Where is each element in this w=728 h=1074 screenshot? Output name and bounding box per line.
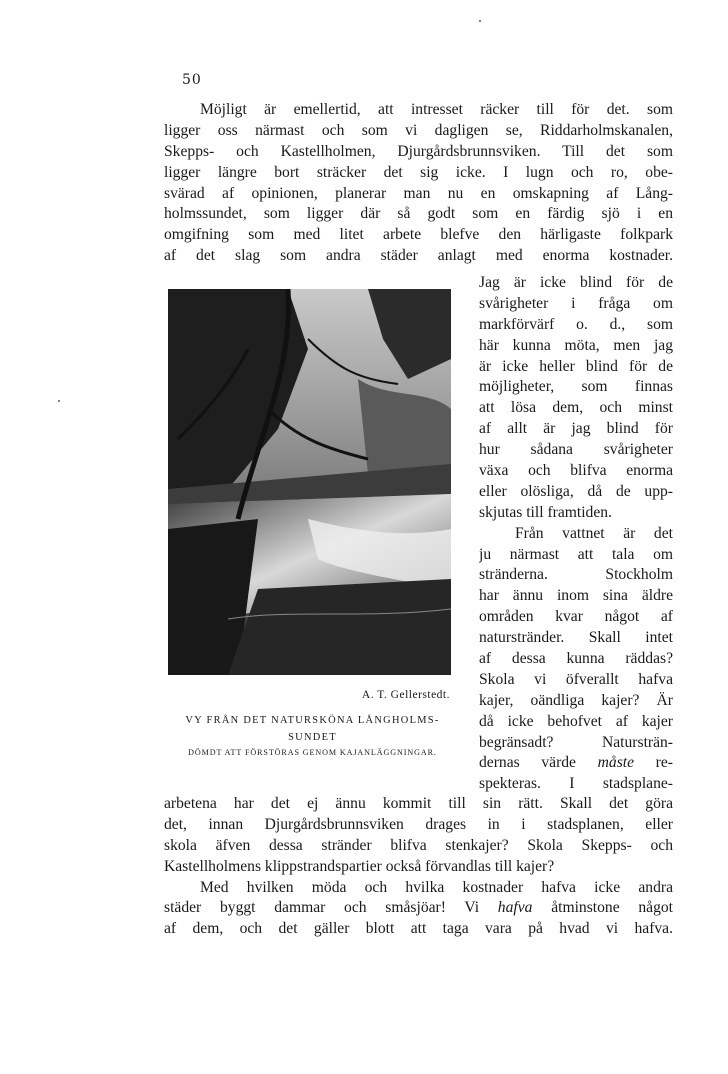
text-line: här kunna möta, men jag	[479, 336, 673, 354]
text-line: då icke behofvet af kajer	[479, 712, 673, 730]
page-number: 50	[182, 72, 202, 88]
photograph-drawing	[168, 289, 451, 675]
text-line: områden kvar något af	[479, 608, 673, 626]
text-fragment: re-	[634, 754, 673, 772]
text-line: möjligheter, som finnas	[479, 378, 673, 396]
text-line: eller olösliga, då de upp-	[479, 482, 673, 500]
text-line: ligger oss närmast och som vi dagligen se, Riddarholmskanalen,	[164, 121, 673, 139]
emphasis-word: hafva	[497, 899, 533, 917]
text-line: svärad af opinionen, planerar man nu en omskapning af Lång-	[164, 184, 673, 202]
text-line: växa och blifva enorma	[479, 462, 673, 480]
text-line: har ännu inom sina äldre	[479, 587, 673, 605]
text-line: af dem, och det gäller blott att taga vara på hvad vi hafva.	[164, 920, 673, 938]
text-line: skjutas till framtiden.	[479, 503, 612, 521]
text-fragment: åtminstone något	[532, 899, 673, 917]
text-line: det, innan Djurgårdsbrunnsviken drages in i stadsplanen, eller	[164, 815, 673, 833]
text-line: hur sådana svårigheter	[479, 441, 673, 459]
text-line: omgifning som med litet arbete blefve den härligaste folkpark	[164, 226, 673, 244]
text-line: holmssundet, som ligger där så godt som en färdig sjö i en	[164, 205, 673, 223]
text-line: spekteras. I stadsplane-	[479, 775, 673, 793]
text-line: Från vattnet är det	[515, 524, 673, 542]
text-line: naturstränder. Skall intet	[479, 629, 673, 647]
photo-caption-subtitle: DÖMDT ATT FÖRSTÖRAS GENOM KAJANLÄGGNINGAR.	[188, 748, 437, 757]
text-line: arbetena har det ej ännu kommit till sin rätt. Skall det göra	[164, 795, 673, 812]
caption-title-line: VY FRÅN DET NATURSKÖNA LÅNGHOLMS-	[185, 715, 440, 726]
text-line: ligger längre bort sträcker det sig icke. I lugn och ro, obe-	[164, 163, 673, 181]
text-line: af det slag som andra städer anlagt med enorma kostnader.	[164, 247, 673, 265]
emphasis-word: måste	[597, 754, 635, 772]
text-line	[479, 753, 673, 774]
text-line: markförvärf o. d., som	[479, 315, 673, 333]
text-line: kajer, oändliga kajer? Är	[479, 691, 673, 709]
text-line: Kastellholmens klippstrandspartier också förvandlas till kajer?	[164, 857, 555, 875]
text-line: Möjligt är emellertid, att intresset räcker till för det. som	[200, 101, 673, 118]
paragraph-top	[164, 100, 673, 267]
text-line: att lösa dem, och minst	[479, 399, 673, 417]
paper-speck	[58, 400, 60, 402]
text-line: af allt är jag blind för	[479, 420, 673, 438]
text-line: svårigheter i fråga om	[479, 294, 673, 312]
text-fragment: dernas värde	[479, 754, 598, 772]
text-line: begränsadt? Natursträn-	[479, 733, 673, 751]
text-line: Jag är icke blind för de	[479, 274, 673, 291]
text-line: ju närmast att tala om	[479, 545, 673, 563]
text-fragment: städer byggt dammar och småsjöar! Vi	[164, 899, 498, 917]
paragraph-bottom	[164, 794, 673, 940]
photo-caption-title	[164, 712, 461, 746]
text-line: Skola vi öfverallt hafva	[479, 670, 673, 688]
text-line: af dessa kunna räddas?	[479, 650, 673, 668]
paper-speck	[479, 20, 481, 22]
caption-title-line: SUNDET	[288, 732, 337, 743]
photo-credit: A. T. Gellerstedt.	[361, 689, 450, 701]
photograph-langholmssundet	[168, 289, 451, 675]
text-line	[164, 898, 673, 919]
paragraph-side	[479, 273, 673, 795]
text-line: skola äfven dessa stränder blifva stenkajer? Skola Skepps- och	[164, 836, 673, 854]
text-line: är icke heller blind för de	[479, 357, 673, 375]
text-line: Skepps- och Kastellholmen, Djurgårdsbrunnsviken. Till det som	[164, 142, 673, 160]
text-line: Med hvilken möda och hvilka kostnader hafva icke andra	[200, 878, 673, 896]
text-line: stränderna. Stockholm	[479, 566, 673, 584]
